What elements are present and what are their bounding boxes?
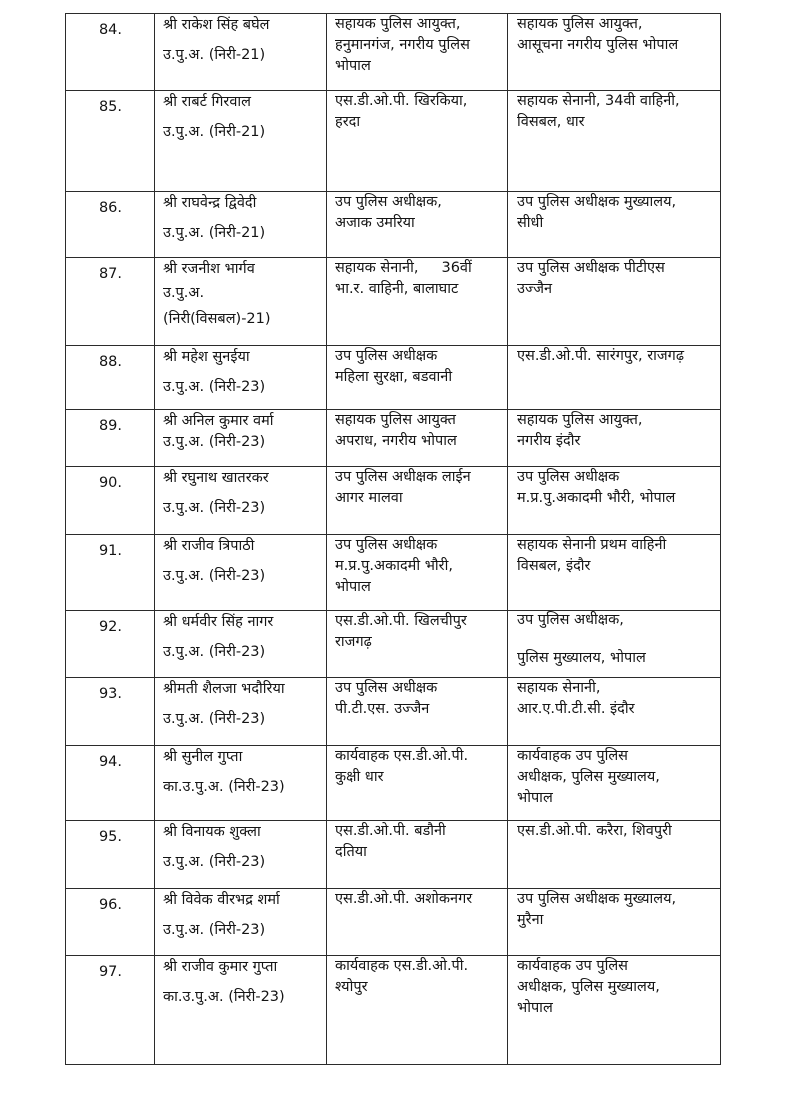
officer-name: श्री विवेक वीरभद्र शर्मा bbox=[163, 892, 280, 908]
current-posting: उप पुलिस अधीक्षक म.प्र.पु.अकादमी भौरी, भोपाल bbox=[327, 535, 508, 611]
serial-number: 90. bbox=[66, 467, 155, 535]
new-posting: उप पुलिस अधीक्षक मुख्यालय, मुरैना bbox=[508, 889, 721, 956]
table-row bbox=[66, 821, 721, 889]
table-row bbox=[66, 889, 721, 956]
officer-cell bbox=[155, 258, 327, 346]
new-posting: उप पुलिस अधीक्षक मुख्यालय, सीधी bbox=[508, 192, 721, 258]
new-posting: उप पुलिस अधीक्षक, पुलिस मुख्यालय, भोपाल bbox=[508, 611, 721, 678]
new-posting: सहायक सेनानी प्रथम वाहिनी विसबल, इंदौर bbox=[508, 535, 721, 611]
new-posting: सहायक सेनानी, 34वी वाहिनी, विसबल, धार bbox=[508, 91, 721, 192]
serial-number: 85. bbox=[66, 91, 155, 192]
serial-number: 94. bbox=[66, 746, 155, 821]
current-posting: उप पुलिस अधीक्षक लाईन आगर मालवा bbox=[327, 467, 508, 535]
table-row bbox=[66, 678, 721, 746]
officer-rank: उ.पु.अ. (निरी-23) bbox=[163, 854, 266, 870]
officer-cell bbox=[155, 346, 327, 410]
officer-cell bbox=[155, 410, 327, 467]
serial-number: 97. bbox=[66, 956, 155, 1065]
officer-name: श्री रजनीश भार्गव bbox=[163, 261, 255, 277]
officer-cell bbox=[155, 192, 327, 258]
table-row bbox=[66, 91, 721, 192]
table-row bbox=[66, 192, 721, 258]
table-row bbox=[66, 611, 721, 678]
serial-number: 91. bbox=[66, 535, 155, 611]
transfer-table bbox=[65, 13, 721, 1065]
officer-rank: उ.पु.अ. (निरी-23) bbox=[163, 711, 266, 727]
officer-cell bbox=[155, 467, 327, 535]
current-posting: सहायक सेनानी, 36वीं भा.र. वाहिनी, बालाघाट bbox=[327, 258, 508, 346]
officer-cell bbox=[155, 678, 327, 746]
serial-number: 88. bbox=[66, 346, 155, 410]
current-posting: कार्यवाहक एस.डी.ओ.पी. कुक्षी धार bbox=[327, 746, 508, 821]
table-row bbox=[66, 467, 721, 535]
officer-rank: उ.पु.अ. (निरी(विसबल)-21) bbox=[163, 285, 271, 327]
officer-rank: उ.पु.अ. (निरी-23) bbox=[163, 568, 266, 584]
new-posting: एस.डी.ओ.पी. सारंगपुर, राजगढ़ bbox=[508, 346, 721, 410]
officer-name: श्री राजीव कुमार गुप्ता bbox=[163, 959, 278, 975]
officer-cell bbox=[155, 535, 327, 611]
current-posting: एस.डी.ओ.पी. बडौनी दतिया bbox=[327, 821, 508, 889]
serial-number: 84. bbox=[66, 14, 155, 91]
new-posting: सहायक पुलिस आयुक्त, नगरीय इंदौर bbox=[508, 410, 721, 467]
serial-number: 93. bbox=[66, 678, 155, 746]
officer-name: श्री विनायक शुक्ला bbox=[163, 824, 261, 840]
table-row bbox=[66, 535, 721, 611]
new-posting: सहायक पुलिस आयुक्त, आसूचना नगरीय पुलिस भोपाल bbox=[508, 14, 721, 91]
officer-name: श्री सुनील गुप्ता bbox=[163, 749, 243, 765]
new-posting: उप पुलिस अधीक्षक पीटीएस उज्जैन bbox=[508, 258, 721, 346]
new-posting: उप पुलिस अधीक्षक म.प्र.पु.अकादमी भौरी, भोपाल bbox=[508, 467, 721, 535]
serial-number: 95. bbox=[66, 821, 155, 889]
officer-cell bbox=[155, 14, 327, 91]
officer-name: श्रीमती शैलजा भदौरिया bbox=[163, 681, 285, 697]
officer-name: श्री रघुनाथ खातरकर bbox=[163, 470, 269, 486]
officer-name: श्री राजीव त्रिपाठी bbox=[163, 538, 255, 554]
officer-rank: उ.पु.अ. (निरी-21) bbox=[163, 47, 266, 63]
officer-name: श्री धर्मवीर सिंह नागर bbox=[163, 614, 274, 630]
new-posting: एस.डी.ओ.पी. करैरा, शिवपुरी bbox=[508, 821, 721, 889]
serial-number: 86. bbox=[66, 192, 155, 258]
current-posting: एस.डी.ओ.पी. अशोकनगर bbox=[327, 889, 508, 956]
new-posting: कार्यवाहक उप पुलिस अधीक्षक, पुलिस मुख्यालय, भोपाल bbox=[508, 956, 721, 1065]
officer-rank: उ.पु.अ. (निरी-23) bbox=[163, 500, 266, 516]
officer-rank: का.उ.पु.अ. (निरी-23) bbox=[163, 989, 285, 1005]
table-row bbox=[66, 14, 721, 91]
current-posting: एस.डी.ओ.पी. खिरकिया, हरदा bbox=[327, 91, 508, 192]
serial-number: 96. bbox=[66, 889, 155, 956]
current-posting: उप पुलिस अधीक्षक महिला सुरक्षा, बडवानी bbox=[327, 346, 508, 410]
officer-rank: उ.पु.अ. (निरी-21) bbox=[163, 124, 266, 140]
serial-number: 87. bbox=[66, 258, 155, 346]
table-row bbox=[66, 746, 721, 821]
current-posting: कार्यवाहक एस.डी.ओ.पी. श्योपुर bbox=[327, 956, 508, 1065]
officer-name: श्री राकेश सिंह बघेल bbox=[163, 17, 270, 33]
current-posting: सहायक पुलिस आयुक्त अपराध, नगरीय भोपाल bbox=[327, 410, 508, 467]
table-row bbox=[66, 346, 721, 410]
new-posting: सहायक सेनानी, आर.ए.पी.टी.सी. इंदौर bbox=[508, 678, 721, 746]
officer-name: श्री महेश सुनईया bbox=[163, 349, 250, 365]
officer-rank: का.उ.पु.अ. (निरी-23) bbox=[163, 779, 285, 795]
officer-cell bbox=[155, 889, 327, 956]
officer-name: श्री राबर्ट गिरवाल bbox=[163, 94, 252, 110]
officer-cell bbox=[155, 611, 327, 678]
officer-cell bbox=[155, 91, 327, 192]
officer-name: श्री राघवेन्द्र द्विवेदी bbox=[163, 195, 257, 211]
officer-rank: उ.पु.अ. (निरी-23) bbox=[163, 922, 266, 938]
officer-cell bbox=[155, 746, 327, 821]
officer-rank: उ.पु.अ. (निरी-23) bbox=[163, 379, 266, 395]
current-posting: उप पुलिस अधीक्षक पी.टी.एस. उज्जैन bbox=[327, 678, 508, 746]
current-posting: उप पुलिस अधीक्षक, अजाक उमरिया bbox=[327, 192, 508, 258]
serial-number: 89. bbox=[66, 410, 155, 467]
officer-name: श्री अनिल कुमार वर्मा bbox=[163, 413, 274, 429]
officer-cell bbox=[155, 956, 327, 1065]
current-posting: एस.डी.ओ.पी. खिलचीपुर राजगढ़ bbox=[327, 611, 508, 678]
table-row bbox=[66, 410, 721, 467]
officer-cell bbox=[155, 821, 327, 889]
table-row bbox=[66, 258, 721, 346]
officer-rank: उ.पु.अ. (निरी-23) bbox=[163, 644, 266, 660]
new-posting: कार्यवाहक उप पुलिस अधीक्षक, पुलिस मुख्यालय, भोपाल bbox=[508, 746, 721, 821]
current-posting: सहायक पुलिस आयुक्त, हनुमानगंज, नगरीय पुलिस भोपाल bbox=[327, 14, 508, 91]
officer-rank: उ.पु.अ. (निरी-21) bbox=[163, 225, 266, 241]
serial-number: 92. bbox=[66, 611, 155, 678]
officer-rank: उ.पु.अ. (निरी-23) bbox=[163, 434, 266, 450]
table-row bbox=[66, 956, 721, 1065]
